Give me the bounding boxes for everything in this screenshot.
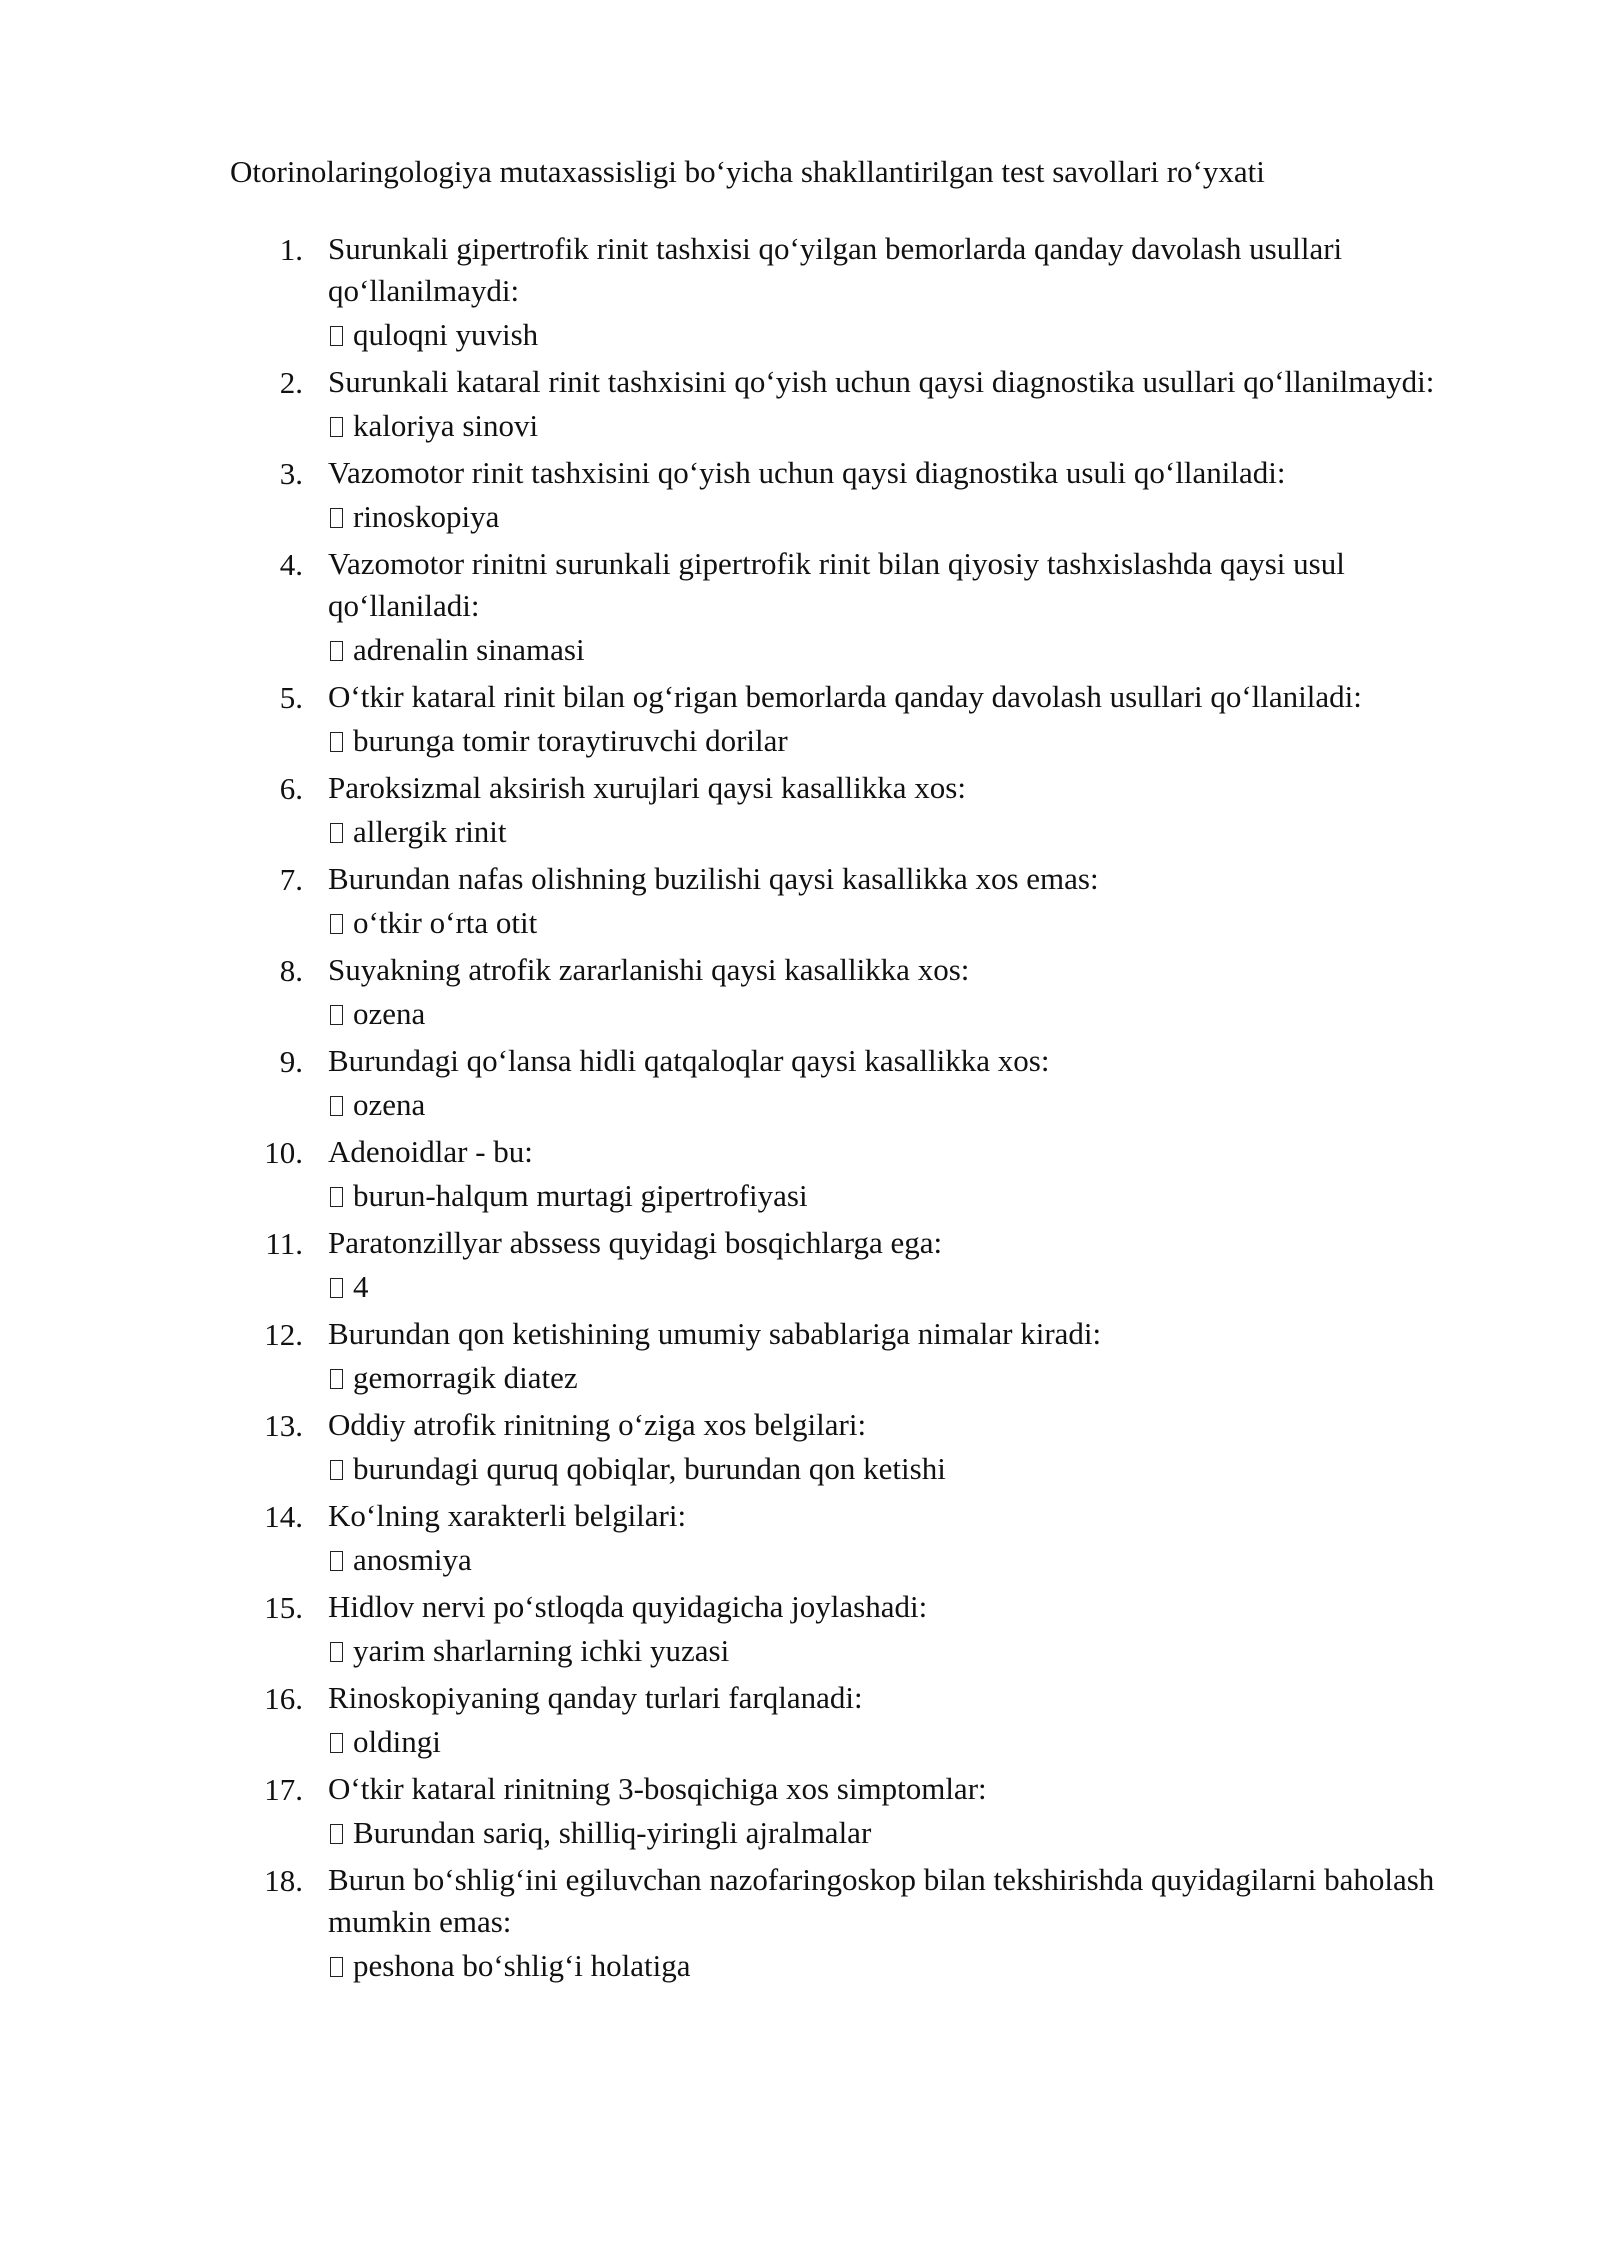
- question-number: 14.: [264, 1499, 303, 1534]
- checkbox-icon: [330, 1278, 343, 1298]
- answer-line: [328, 1264, 1500, 1310]
- question-text: Burundan qon ketishining umumiy sabablariga nimalar kiradi:: [328, 1316, 1102, 1351]
- answer-text: oldingi: [353, 1724, 441, 1759]
- question-item: [230, 858, 1500, 946]
- answer-text: rinoskopiya: [353, 499, 500, 534]
- answer-text: burun-halqum murtagi gipertrofiyasi: [353, 1178, 808, 1213]
- question-number: 4.: [279, 547, 303, 582]
- question-item: [230, 676, 1500, 764]
- answer-line: [328, 991, 1500, 1037]
- answer-text: adrenalin sinamasi: [353, 632, 585, 667]
- question-number: 7.: [279, 862, 303, 897]
- question-number: 3.: [279, 456, 303, 491]
- question-item: [230, 1677, 1500, 1765]
- question-number: 15.: [264, 1590, 303, 1625]
- checkbox-icon: [330, 1957, 343, 1977]
- question-text: Burundagi qo‘lansa hidli qatqaloqlar qaysi kasallikka xos:: [328, 1043, 1050, 1078]
- answer-line: [328, 403, 1500, 449]
- question-item: [230, 1131, 1500, 1219]
- checkbox-icon: [330, 1187, 343, 1207]
- question-text: Paroksizmal aksirish xurujlari qaysi kasallikka xos:: [328, 770, 966, 805]
- question-number: 18.: [264, 1863, 303, 1898]
- checkbox-icon: [330, 1369, 343, 1389]
- question-number: 1.: [279, 232, 303, 267]
- answer-line: [328, 627, 1500, 673]
- checkbox-icon: [330, 1733, 343, 1753]
- answer-text: burundagi quruq qobiqlar, burundan qon ketishi: [353, 1451, 946, 1486]
- answer-text: kaloriya sinovi: [353, 408, 539, 443]
- answer-line: [328, 494, 1500, 540]
- question-text: Vazomotor rinit tashxisini qo‘yish uchun qaysi diagnostika usuli qo‘llaniladi:: [328, 455, 1286, 490]
- answer-line: [328, 312, 1500, 358]
- answer-line: [328, 1719, 1500, 1765]
- question-text: Rinoskopiyaning qanday turlari farqlanadi:: [328, 1680, 863, 1715]
- question-item: [230, 1040, 1500, 1128]
- question-number: 16.: [264, 1681, 303, 1716]
- question-item: [230, 228, 1500, 358]
- document-title: Otorinolaringologiya mutaxassisligi bo‘yicha shakllantirilgan test savollari ro‘yxati: [230, 154, 1265, 189]
- question-text: Hidlov nervi po‘stloqda quyidagicha joylashadi:: [328, 1589, 928, 1624]
- answer-line: [328, 1628, 1500, 1674]
- answer-text: gemorragik diatez: [353, 1360, 578, 1395]
- question-item: [230, 1404, 1500, 1492]
- question-item: [230, 1495, 1500, 1583]
- checkbox-icon: [330, 732, 343, 752]
- answer-text: o‘tkir o‘rta otit: [353, 905, 538, 940]
- answer-line: [328, 718, 1500, 764]
- answer-text: peshona bo‘shlig‘i holatiga: [353, 1948, 691, 1983]
- checkbox-icon: [330, 914, 343, 934]
- question-text: Ko‘lning xarakterli belgilari:: [328, 1498, 687, 1533]
- checkbox-icon: [330, 823, 343, 843]
- question-number: 6.: [279, 771, 303, 806]
- answer-line: [328, 1082, 1500, 1128]
- question-text: Burun bo‘shlig‘ini egiluvchan nazofaringoskop bilan tekshirishda quyidagilarni baholash mumkin emas:: [328, 1862, 1435, 1939]
- question-text: Paratonzillyar abssess quyidagi bosqichlarga ega:: [328, 1225, 943, 1260]
- question-item: [230, 1768, 1500, 1856]
- answer-text: ozena: [353, 996, 426, 1031]
- question-number: 8.: [279, 953, 303, 988]
- answer-line: [328, 900, 1500, 946]
- answer-text: allergik rinit: [353, 814, 507, 849]
- question-number: 12.: [264, 1317, 303, 1352]
- question-number: 11.: [265, 1226, 303, 1261]
- answer-line: [328, 1943, 1500, 1989]
- question-number: 5.: [279, 680, 303, 715]
- checkbox-icon: [330, 1460, 343, 1480]
- question-number: 13.: [264, 1408, 303, 1443]
- checkbox-icon: [330, 1824, 343, 1844]
- question-item: [230, 361, 1500, 449]
- question-item: [230, 1586, 1500, 1674]
- question-text: Burundan nafas olishning buzilishi qaysi kasallikka xos emas:: [328, 861, 1099, 896]
- question-item: [230, 452, 1500, 540]
- answer-text: anosmiya: [353, 1542, 472, 1577]
- question-item: [230, 1222, 1500, 1310]
- question-text: Adenoidlar - bu:: [328, 1134, 533, 1169]
- question-number: 9.: [279, 1044, 303, 1079]
- checkbox-icon: [330, 326, 343, 346]
- question-text: O‘tkir kataral rinit bilan og‘rigan bemorlarda qanday davolash usullari qo‘llaniladi:: [328, 679, 1362, 714]
- question-item: [230, 949, 1500, 1037]
- answer-text: Burundan sariq, shilliq-yiringli ajralmalar: [353, 1815, 872, 1850]
- answer-text: burunga tomir toraytiruvchi dorilar: [353, 723, 788, 758]
- answer-line: [328, 1355, 1500, 1401]
- question-item: [230, 1859, 1500, 1989]
- checkbox-icon: [330, 417, 343, 437]
- checkbox-icon: [330, 641, 343, 661]
- answer-line: [328, 1173, 1500, 1219]
- question-text: Vazomotor rinitni surunkali gipertrofik rinit bilan qiyosiy tashxislashda qaysi usul qo‘llaniladi:: [328, 546, 1345, 623]
- answer-line: [328, 1446, 1500, 1492]
- question-text: Surunkali gipertrofik rinit tashxisi qo‘yilgan bemorlarda qanday davolash usullari qo‘llanilmaydi:: [328, 231, 1343, 308]
- checkbox-icon: [330, 1551, 343, 1571]
- answer-text: ozena: [353, 1087, 426, 1122]
- checkbox-icon: [330, 508, 343, 528]
- question-text: O‘tkir kataral rinitning 3-bosqichiga xos simptomlar:: [328, 1771, 987, 1806]
- question-item: [230, 767, 1500, 855]
- checkbox-icon: [330, 1005, 343, 1025]
- answer-text: 4: [353, 1269, 369, 1304]
- question-item: [230, 543, 1500, 673]
- question-item: [230, 1313, 1500, 1401]
- checkbox-icon: [330, 1642, 343, 1662]
- question-number: 2.: [279, 365, 303, 400]
- question-text: Suyakning atrofik zararlanishi qaysi kasallikka xos:: [328, 952, 970, 987]
- question-number: 17.: [264, 1772, 303, 1807]
- question-number: 10.: [264, 1135, 303, 1170]
- question-text: Oddiy atrofik rinitning o‘ziga xos belgilari:: [328, 1407, 867, 1442]
- answer-text: quloqni yuvish: [353, 317, 539, 352]
- question-list: [230, 228, 1500, 1992]
- answer-text: yarim sharlarning ichki yuzasi: [353, 1633, 730, 1668]
- answer-line: [328, 1537, 1500, 1583]
- answer-line: [328, 1810, 1500, 1856]
- checkbox-icon: [330, 1096, 343, 1116]
- question-text: Surunkali kataral rinit tashxisini qo‘yish uchun qaysi diagnostika usullari qo‘llanilmaydi:: [328, 364, 1435, 399]
- answer-line: [328, 809, 1500, 855]
